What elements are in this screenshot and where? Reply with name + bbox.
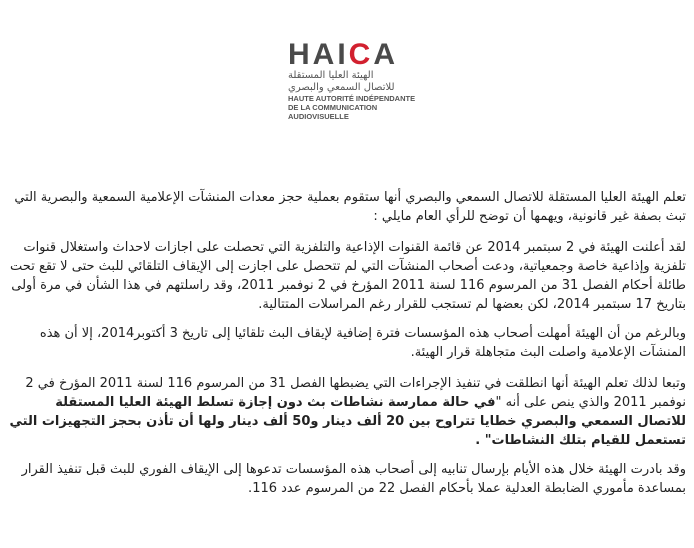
paragraph-law — [8, 374, 686, 450]
logo-arabic-line1: الهيئة العليا المستقلة — [288, 70, 374, 81]
paragraph-deadline: وبالرغم من أن الهيئة أمهلت أصحاب هذه المؤسسات فترة إضافية لإيقاف البث تلقائيا إلى تاريخ 3 أكتوبر2014، إلا أن هذه المنشآت الإعلامية واصلت البث متجاهلة قرار الهيئة. — [39, 326, 686, 360]
article-body — [8, 188, 686, 508]
paragraph-intro: تعلم الهيئة العليا المستقلة للاتصال السمعي والبصري أنها ستقوم بعملية حجز معدات المنشآت الإعلامية السمعية والبصرية التي تبث بصفة غير قانونية، ويهمها أن توضح للرأي العام مايلي : — [14, 190, 686, 224]
paragraph-law-quote: في حالة ممارسة نشاطات بث دون إجازة تسلط الهيئة العليا المستقلة للاتصال السمعي والبصري خطايا تتراوح بين 20 ألف دينار و50 ألف دينار ولها أن تأذن بحجز التجهيزات التي تستعمل للقيام بتلك النشاطات" . — [9, 395, 686, 448]
logo-arabic-line2: للاتصال السمعي والبصري — [288, 82, 395, 93]
paragraph-law-intro: وتبعا لذلك تعلم الهيئة أنها انطلقت في تنفيذ الإجراءات التي يضبطها الفصل 31 من المرسوم 116 لسنة 2011 المؤرخ في 2 نوفمبر 2011 والذي ينص على أنه " — [25, 376, 686, 410]
logo-french-line2: DE LA COMMUNICATION AUDIOVISUELLE — [288, 103, 378, 121]
logo-french-line1: HAUTE AUTORITÉ INDÉPENDANTE — [288, 94, 416, 103]
logo-wordmark: HAICA — [288, 38, 399, 71]
paragraph-announcement: لقد أعلنت الهيئة في 2 سبتمبر 2014 عن قائمة القنوات الإذاعية والتلفزية التي تحصلت على اجازات لاحداث واستغلال قنوات تلفزية وإذاعية خاصة وجمعياتية، ودعت أصحاب المنشآت التي لم تتحصل على اجازت إلى الإيقاف التلقائي للبث حتى لا تقع تحت طائلة أحكام الفصل 31 من المرسوم 116 لسنة 2011 المؤرخ في 2 نوفمبر 2011، وقد راسلتهم في هذا الشأن في مرة أولى بتاريخ 17 سبتمبر 2014، لكن بعضها لم تستجب للقرار رغم المراسلات المتتالية. — [10, 240, 686, 312]
haica-logo — [288, 40, 418, 130]
paragraph-action: وقد بادرت الهيئة خلال هذه الأيام بإرسال تنابيه إلى أصحاب هذه المؤسسات تدعوها إلى الإيقاف الفوري للبث قبل تنفيذ القرار بمساعدة مأموري الضابطة العدلية عملا بأحكام الفصل 22 من المرسوم عدد 116. — [21, 462, 686, 496]
